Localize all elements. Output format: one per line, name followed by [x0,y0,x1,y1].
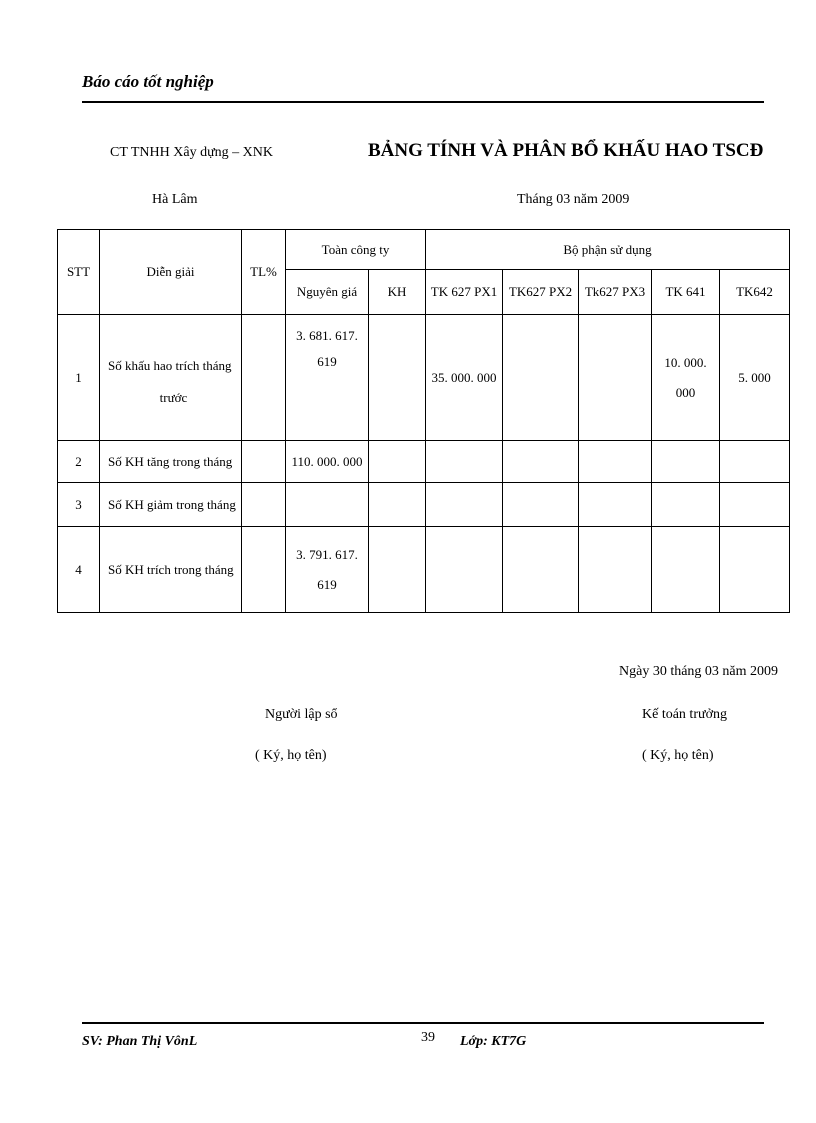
row-kh [369,527,426,613]
company-name: CT TNHH Xây dựng – XNK [110,145,274,160]
preparer-title: Người lập sổ [265,707,338,722]
table-row [58,315,790,441]
depreciation-table [57,229,790,613]
value-line: 3. 681. 617. [296,328,358,343]
value-line: 000 [675,384,696,400]
header-rule [82,101,764,103]
page-number: 39 [421,1030,435,1045]
row-tk641 [652,441,720,483]
header-tk642: TK642 [720,270,790,315]
row-tk627-px2 [503,483,579,527]
header-toan-cong-ty: Toàn công ty [286,230,426,270]
row-tk627-px1 [426,527,503,613]
table-row [58,527,790,613]
row-kh [369,315,426,441]
row-nguyen-gia [286,483,369,527]
signature-date: Ngày 30 tháng 03 năm 2009 [619,664,779,679]
row-tk627-px3 [579,315,652,441]
row-tk642 [720,483,790,527]
company-location: Hà Lâm [152,192,198,207]
accountant-signature-note: ( Ký, họ tên) [642,748,714,763]
row-tk642: 5. 000 [720,315,790,441]
row-description [100,315,242,441]
row-tl [242,483,286,527]
row-kh [369,483,426,527]
document-title: BẢNG TÍNH VÀ PHÂN BỔ KHẤU HAO TSCĐ [368,140,764,161]
row-description: Số KH tăng trong tháng [100,441,242,483]
row-tl [242,315,286,441]
row-tk642 [720,441,790,483]
row-tk627-px1 [426,483,503,527]
accountant-title: Kế toán trưởng [642,707,727,722]
header-nguyen-gia: Nguyên giá [286,270,369,315]
row-tk627-px1 [426,441,503,483]
report-header-title: Báo cáo tốt nghiệp [82,72,214,91]
row-tk627-px3 [579,527,652,613]
row-stt: 3 [58,483,100,527]
row-tk641 [652,315,720,441]
row-nguyen-gia [286,315,369,441]
row-tk627-px1: 35. 000. 000 [426,315,503,441]
value-line: 3. 791. 617. [296,546,358,562]
document-period: Tháng 03 năm 2009 [517,192,630,207]
row-tl [242,441,286,483]
header-tl: TL% [242,230,286,315]
row-stt: 4 [58,527,100,613]
header-tk627-px1: TK 627 PX1 [426,270,503,315]
row-nguyen-gia [286,527,369,613]
table-row [58,483,790,527]
row-stt: 2 [58,441,100,483]
value-line: 10. 000. [664,354,707,370]
header-tk627-px3: Tk627 PX3 [579,270,652,315]
row-tk627-px2 [503,441,579,483]
row-nguyen-gia: 110. 000. 000 [286,441,369,483]
footer-rule [82,1022,764,1024]
table-header-row [58,230,790,270]
preparer-signature-note: ( Ký, họ tên) [255,748,327,763]
description-line: Số khấu hao trích tháng [108,357,232,373]
description-line: trước [159,389,188,405]
header-tk627-px2: TK627 PX2 [503,270,579,315]
row-tl [242,527,286,613]
row-kh [369,441,426,483]
row-stt: 1 [58,315,100,441]
row-tk641 [652,527,720,613]
row-tk627-px2 [503,527,579,613]
value-line: 619 [317,576,337,592]
value-line: 619 [317,354,337,369]
header-bo-phan: Bộ phận sử dụng [426,230,790,270]
header-tk641: TK 641 [652,270,720,315]
table-row [58,441,790,483]
row-description: Số KH giảm trong tháng [100,483,242,527]
row-tk642 [720,527,790,613]
header-dien-giai: Diễn giải [100,230,242,315]
row-tk641 [652,483,720,527]
header-kh: KH [369,270,426,315]
header-stt: STT [58,230,100,315]
row-tk627-px3 [579,483,652,527]
row-tk627-px2 [503,315,579,441]
footer-class: Lớp: KT7G [460,1034,527,1049]
row-description: Số KH trích trong tháng [100,527,242,613]
footer-student: SV: Phan Thị VônL [82,1034,198,1049]
row-tk627-px3 [579,441,652,483]
